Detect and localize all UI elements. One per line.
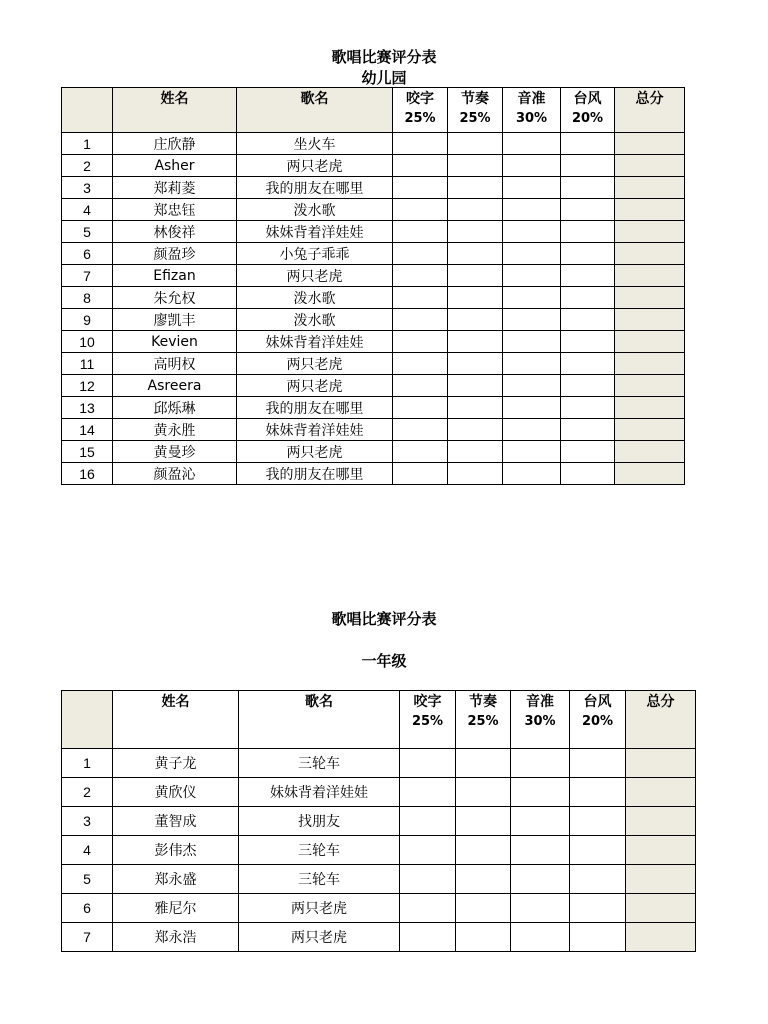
diction-score-cell[interactable] [393,331,448,353]
total-score-cell[interactable] [615,419,685,441]
rhythm-score-cell[interactable] [448,419,503,441]
pitch-score-cell[interactable] [503,177,561,199]
row-number-cell: 3 [62,807,113,836]
pitch-score-cell[interactable] [503,463,561,485]
name-cell: Kevien [113,331,237,353]
row-number-cell: 1 [62,133,113,155]
stage-presence-score-cell[interactable] [561,309,615,331]
song-cell: 我的朋友在哪里 [237,177,393,199]
table-row [62,419,685,441]
table-row [62,133,685,155]
diction-score-cell[interactable] [400,749,456,778]
total-score-cell[interactable] [615,287,685,309]
pitch-score-cell[interactable] [503,331,561,353]
pitch-score-cell[interactable] [503,441,561,463]
table-row [62,865,696,894]
pitch-score-cell[interactable] [503,199,561,221]
row-number-cell: 6 [62,243,113,265]
diction-score-cell[interactable] [393,243,448,265]
rhythm-score-cell[interactable] [456,749,511,778]
stage-presence-score-cell[interactable] [561,199,615,221]
diction-score-cell[interactable] [393,199,448,221]
header-total: 总分 [615,88,685,133]
name-cell: 黄永胜 [113,419,237,441]
pitch-score-cell[interactable] [503,287,561,309]
name-cell: 廖凯丰 [113,309,237,331]
header-stage-presence: 台风 20% [570,691,626,749]
diction-score-cell[interactable] [393,155,448,177]
rhythm-score-cell[interactable] [448,397,503,419]
stage-presence-score-cell[interactable] [561,133,615,155]
row-number-cell: 6 [62,894,113,923]
row-number-cell: 14 [62,419,113,441]
diction-score-cell[interactable] [393,221,448,243]
name-cell: 颜盈沁 [113,463,237,485]
header-total: 总分 [626,691,696,749]
diction-score-cell[interactable] [400,923,456,952]
song-cell: 妹妹背着洋娃娃 [237,221,393,243]
rhythm-score-cell[interactable] [448,133,503,155]
diction-score-cell[interactable] [393,177,448,199]
header-song: 歌名 [237,88,393,133]
stage-presence-score-cell[interactable] [561,419,615,441]
table-row [62,177,685,199]
sheet1-score-table [61,87,685,485]
pitch-score-cell[interactable] [503,419,561,441]
total-score-cell[interactable] [626,778,696,807]
rhythm-score-cell[interactable] [456,923,511,952]
stage-presence-score-cell[interactable] [561,243,615,265]
table-row [62,836,696,865]
row-number-cell: 7 [62,923,113,952]
stage-presence-score-cell[interactable] [561,287,615,309]
row-number-cell: 10 [62,331,113,353]
song-cell: 三轮车 [239,865,400,894]
rhythm-score-cell[interactable] [448,243,503,265]
stage-presence-score-cell[interactable] [570,807,626,836]
stage-presence-score-cell[interactable] [561,441,615,463]
pitch-score-cell[interactable] [503,353,561,375]
pitch-score-cell[interactable] [511,923,570,952]
song-cell: 泼水歌 [237,287,393,309]
total-score-cell[interactable] [626,836,696,865]
stage-presence-score-cell[interactable] [570,836,626,865]
pitch-score-cell[interactable] [511,865,570,894]
pitch-score-cell[interactable] [503,397,561,419]
rhythm-score-cell[interactable] [448,265,503,287]
diction-score-cell[interactable] [393,419,448,441]
diction-score-cell[interactable] [400,894,456,923]
row-number-cell: 15 [62,441,113,463]
row-number-cell: 7 [62,265,113,287]
song-cell: 两只老虎 [237,265,393,287]
total-score-cell[interactable] [615,265,685,287]
row-number-cell: 9 [62,309,113,331]
table-row [62,441,685,463]
stage-presence-score-cell[interactable] [561,353,615,375]
name-cell: 朱允权 [113,287,237,309]
pitch-score-cell[interactable] [511,778,570,807]
table-row [62,397,685,419]
rhythm-score-cell[interactable] [448,199,503,221]
song-cell: 坐火车 [237,133,393,155]
stage-presence-score-cell[interactable] [561,331,615,353]
table-row [62,778,696,807]
row-number-cell: 3 [62,177,113,199]
rhythm-score-cell[interactable] [456,865,511,894]
diction-score-cell[interactable] [393,133,448,155]
rhythm-score-cell[interactable] [448,287,503,309]
row-number-cell: 4 [62,836,113,865]
song-cell: 妹妹背着洋娃娃 [237,419,393,441]
name-cell: 雅尼尔 [113,894,239,923]
row-number-cell: 5 [62,865,113,894]
pitch-score-cell[interactable] [503,375,561,397]
song-cell: 泼水歌 [237,199,393,221]
row-number-cell: 1 [62,749,113,778]
table-row [62,749,696,778]
total-score-cell[interactable] [615,331,685,353]
header-number [62,88,113,133]
row-number-cell: 4 [62,199,113,221]
pitch-score-cell[interactable] [511,807,570,836]
song-cell: 妹妹背着洋娃娃 [237,331,393,353]
pitch-score-cell[interactable] [503,309,561,331]
name-cell: 董智成 [113,807,239,836]
stage-presence-score-cell[interactable] [561,463,615,485]
name-cell: 高明权 [113,353,237,375]
table-row [62,155,685,177]
total-score-cell[interactable] [615,243,685,265]
rhythm-score-cell[interactable] [448,353,503,375]
name-cell: 庄欣静 [113,133,237,155]
header-song: 歌名 [239,691,400,749]
rhythm-score-cell[interactable] [456,894,511,923]
name-cell: Asher [113,155,237,177]
header-row [62,88,685,133]
header-number [62,691,113,749]
song-cell: 三轮车 [239,836,400,865]
song-cell: 两只老虎 [239,923,400,952]
sheet2-subtitle: 一年级 [361,652,407,670]
total-score-cell[interactable] [615,199,685,221]
header-diction: 咬字 25% [393,88,448,133]
rhythm-score-cell[interactable] [448,331,503,353]
rhythm-score-cell[interactable] [448,221,503,243]
song-cell: 小兔子乖乖 [237,243,393,265]
song-cell: 三轮车 [239,749,400,778]
rhythm-score-cell[interactable] [448,177,503,199]
stage-presence-score-cell[interactable] [561,177,615,199]
diction-score-cell[interactable] [400,778,456,807]
total-score-cell[interactable] [615,221,685,243]
header-pitch: 音准 30% [503,88,561,133]
table-row [62,463,685,485]
total-score-cell[interactable] [626,807,696,836]
diction-score-cell[interactable] [393,463,448,485]
total-score-cell[interactable] [626,865,696,894]
table-row [62,807,696,836]
stage-presence-score-cell[interactable] [570,778,626,807]
row-number-cell: 16 [62,463,113,485]
table-row [62,287,685,309]
name-cell: 邱烁琳 [113,397,237,419]
row-number-cell: 11 [62,353,113,375]
rhythm-score-cell[interactable] [448,463,503,485]
stage-presence-score-cell[interactable] [570,923,626,952]
row-number-cell: 12 [62,375,113,397]
pitch-score-cell[interactable] [503,133,561,155]
name-cell: 黄子龙 [113,749,239,778]
name-cell: 郑莉菱 [113,177,237,199]
table-row [62,375,685,397]
song-cell: 两只老虎 [237,353,393,375]
song-cell: 两只老虎 [237,375,393,397]
diction-score-cell[interactable] [393,309,448,331]
stage-presence-score-cell[interactable] [561,155,615,177]
stage-presence-score-cell[interactable] [570,894,626,923]
stage-presence-score-cell[interactable] [570,749,626,778]
diction-score-cell[interactable] [393,353,448,375]
pitch-score-cell[interactable] [511,836,570,865]
name-cell: 黄曼珍 [113,441,237,463]
header-rhythm: 节奏 25% [456,691,511,749]
pitch-score-cell[interactable] [511,749,570,778]
diction-score-cell[interactable] [393,397,448,419]
rhythm-score-cell[interactable] [448,375,503,397]
row-number-cell: 2 [62,155,113,177]
header-name: 姓名 [113,691,239,749]
row-number-cell: 8 [62,287,113,309]
stage-presence-score-cell[interactable] [570,865,626,894]
rhythm-score-cell[interactable] [448,155,503,177]
stage-presence-score-cell[interactable] [561,397,615,419]
diction-score-cell[interactable] [393,265,448,287]
sheet1-subtitle: 幼儿园 [361,69,407,87]
sheet1-title: 歌唱比赛评分表 [331,48,437,66]
diction-score-cell[interactable] [393,287,448,309]
name-cell: 郑永盛 [113,865,239,894]
rhythm-score-cell[interactable] [456,778,511,807]
song-cell: 两只老虎 [237,441,393,463]
name-cell: Asreera [113,375,237,397]
stage-presence-score-cell[interactable] [561,221,615,243]
rhythm-score-cell[interactable] [456,807,511,836]
name-cell: 颜盈珍 [113,243,237,265]
total-score-cell[interactable] [615,133,685,155]
stage-presence-score-cell[interactable] [561,265,615,287]
row-number-cell: 5 [62,221,113,243]
total-score-cell[interactable] [615,441,685,463]
pitch-score-cell[interactable] [503,221,561,243]
total-score-cell[interactable] [626,894,696,923]
table-row [62,199,685,221]
name-cell: 郑忠钰 [113,199,237,221]
total-score-cell[interactable] [615,155,685,177]
total-score-cell[interactable] [615,309,685,331]
header-diction: 咬字 25% [400,691,456,749]
table-row [62,243,685,265]
diction-score-cell[interactable] [400,836,456,865]
total-score-cell[interactable] [615,463,685,485]
total-score-cell[interactable] [615,177,685,199]
total-score-cell[interactable] [626,749,696,778]
total-score-cell[interactable] [615,375,685,397]
sheet2-score-table [61,690,696,952]
pitch-score-cell[interactable] [503,265,561,287]
song-cell: 找朋友 [239,807,400,836]
stage-presence-score-cell[interactable] [561,375,615,397]
header-pitch: 音准 30% [511,691,570,749]
name-cell: Efizan [113,265,237,287]
rhythm-score-cell[interactable] [448,441,503,463]
diction-score-cell[interactable] [393,441,448,463]
name-cell: 彭伟杰 [113,836,239,865]
name-cell: 黄欣仪 [113,778,239,807]
song-cell: 两只老虎 [239,894,400,923]
header-row [62,691,696,749]
rhythm-score-cell[interactable] [456,836,511,865]
table-row [62,331,685,353]
song-cell: 我的朋友在哪里 [237,397,393,419]
sheet2-title: 歌唱比赛评分表 [331,610,437,628]
pitch-score-cell[interactable] [503,243,561,265]
pitch-score-cell[interactable] [503,155,561,177]
header-stage-presence: 台风 20% [561,88,615,133]
name-cell: 林俊祥 [113,221,237,243]
diction-score-cell[interactable] [400,807,456,836]
total-score-cell[interactable] [615,353,685,375]
table-row [62,309,685,331]
table-row [62,923,696,952]
song-cell: 两只老虎 [237,155,393,177]
song-cell: 我的朋友在哪里 [237,463,393,485]
name-cell: 郑永浩 [113,923,239,952]
total-score-cell[interactable] [615,397,685,419]
total-score-cell[interactable] [626,923,696,952]
table-row [62,265,685,287]
header-name: 姓名 [113,88,237,133]
song-cell: 泼水歌 [237,309,393,331]
song-cell: 妹妹背着洋娃娃 [239,778,400,807]
table-row [62,353,685,375]
row-number-cell: 2 [62,778,113,807]
diction-score-cell[interactable] [400,865,456,894]
table-row [62,221,685,243]
pitch-score-cell[interactable] [511,894,570,923]
rhythm-score-cell[interactable] [448,309,503,331]
header-rhythm: 节奏 25% [448,88,503,133]
diction-score-cell[interactable] [393,375,448,397]
table-row [62,894,696,923]
row-number-cell: 13 [62,397,113,419]
